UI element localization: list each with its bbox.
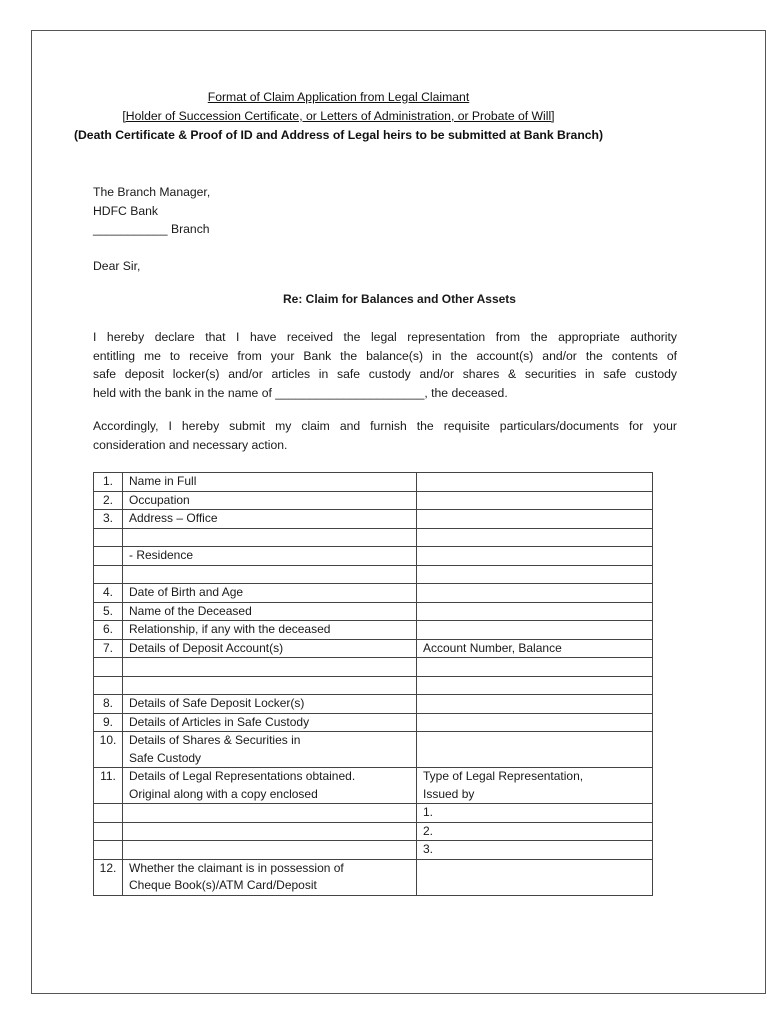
submission-paragraph (93, 417, 677, 454)
table-row (94, 473, 653, 492)
row-number (94, 547, 123, 566)
row-number: 3. (94, 510, 123, 529)
row-label (123, 658, 417, 677)
declaration-line: entitling me to receive from your Bank the balance(s) in the account(s) and/or the contents of (93, 348, 677, 363)
row-number (94, 676, 123, 695)
row-label: Name in Full (123, 473, 417, 492)
row-value[interactable] (417, 528, 653, 547)
form-note: (Death Certificate & Proof of ID and Address of Legal heirs to be submitted at Bank Branch) (73, 128, 604, 142)
table-row (94, 528, 653, 547)
form-subtitle: [Holder of Succession Certificate, or Letters of Administration, or Probate of Will] (122, 109, 555, 123)
table-row (94, 732, 653, 768)
row-label (123, 768, 417, 804)
table-row (94, 713, 653, 732)
row-label: Name of the Deceased (123, 602, 417, 621)
row-value[interactable] (417, 713, 653, 732)
row-value[interactable] (417, 547, 653, 566)
row-value[interactable] (417, 473, 653, 492)
claim-particulars-table (93, 472, 653, 896)
row-number: 11. (94, 768, 123, 804)
row-number: 7. (94, 639, 123, 658)
row-number: 5. (94, 602, 123, 621)
salutation: Dear Sir, (93, 259, 141, 273)
row-label: Occupation (123, 491, 417, 510)
row-number: 10. (94, 732, 123, 768)
row-number (94, 528, 123, 547)
row-label: Details of Deposit Account(s) (123, 639, 417, 658)
table-row (94, 822, 653, 841)
row-value[interactable] (417, 732, 653, 768)
row-label: Date of Birth and Age (123, 584, 417, 603)
table-row (94, 859, 653, 895)
subject-line: Re: Claim for Balances and Other Assets (283, 292, 516, 306)
row-label: Details of Safe Deposit Locker(s) (123, 695, 417, 714)
table-row (94, 584, 653, 603)
row-value[interactable] (417, 658, 653, 677)
declaration-line: safe deposit locker(s) and/or articles in safe custody and/or shares & securities in safe custody (93, 367, 677, 382)
row-number (94, 565, 123, 584)
row-label: Details of Articles in Safe Custody (123, 713, 417, 732)
form-title: Format of Claim Application from Legal Claimant (207, 90, 470, 104)
row-value[interactable] (417, 859, 653, 895)
table-row (94, 602, 653, 621)
row-label-line: Cheque Book(s)/ATM Card/Deposit (129, 878, 317, 892)
row-value[interactable] (417, 602, 653, 621)
row-label-line: Whether the claimant is in possession of (129, 860, 344, 875)
table-row (94, 841, 653, 860)
row-label-line: Original along with a copy enclosed (129, 786, 318, 801)
table-row (94, 768, 653, 804)
declaration-line: I hereby declare that I have received the legal representation from the appropriate authority (93, 330, 677, 344)
row-value[interactable] (417, 584, 653, 603)
row-number: 12. (94, 859, 123, 895)
table-row (94, 804, 653, 823)
row-value[interactable] (417, 565, 653, 584)
row-label: Relationship, if any with the deceased (123, 621, 417, 640)
row-number: 1. (94, 473, 123, 492)
submission-line: Accordingly, I hereby submit my claim and furnish the requisite particulars/documents for your (93, 419, 677, 433)
row-value[interactable] (417, 676, 653, 695)
table-row (94, 676, 653, 695)
table-row (94, 510, 653, 529)
row-value[interactable] (417, 621, 653, 640)
table-row (94, 658, 653, 677)
row-label-line: Details of Legal Representations obtained. (129, 769, 356, 783)
row-number: 2. (94, 491, 123, 510)
declaration-line: held with the bank in the name of ______________________, the deceased. (93, 385, 508, 400)
row-label (123, 565, 417, 584)
row-label (123, 732, 417, 768)
table-row (94, 695, 653, 714)
row-number: 9. (94, 713, 123, 732)
row-value[interactable]: Account Number, Balance (417, 639, 653, 658)
row-value-line: Issued by (423, 786, 475, 801)
row-number: 4. (94, 584, 123, 603)
row-label (123, 859, 417, 895)
row-number (94, 658, 123, 677)
row-label (123, 676, 417, 695)
row-number: 8. (94, 695, 123, 714)
declaration-paragraph (93, 328, 677, 402)
sub-row-value[interactable]: 2. (417, 822, 653, 841)
row-value[interactable] (417, 695, 653, 714)
address-line-1: The Branch Manager, (93, 185, 211, 199)
sub-row-value[interactable]: 3. (417, 841, 653, 860)
sub-row-value[interactable]: 1. (417, 804, 653, 823)
row-label-line: Details of Shares & Securities in (129, 733, 301, 747)
submission-line: consideration and necessary action. (93, 437, 288, 452)
row-label-line: Safe Custody (129, 750, 202, 765)
row-value[interactable] (417, 491, 653, 510)
table-row (94, 639, 653, 658)
table-row (94, 565, 653, 584)
row-label: Address – Office (123, 510, 417, 529)
table-row (94, 547, 653, 566)
row-value-line: Type of Legal Representation, (423, 769, 584, 783)
row-number: 6. (94, 621, 123, 640)
address-line-3: ___________ Branch (93, 222, 210, 236)
table-row (94, 621, 653, 640)
document-page (31, 30, 766, 994)
address-line-2: HDFC Bank (93, 204, 159, 218)
row-value[interactable] (417, 510, 653, 529)
row-value (417, 768, 653, 804)
table-row (94, 491, 653, 510)
row-label: - Residence (123, 547, 417, 566)
row-label (123, 528, 417, 547)
